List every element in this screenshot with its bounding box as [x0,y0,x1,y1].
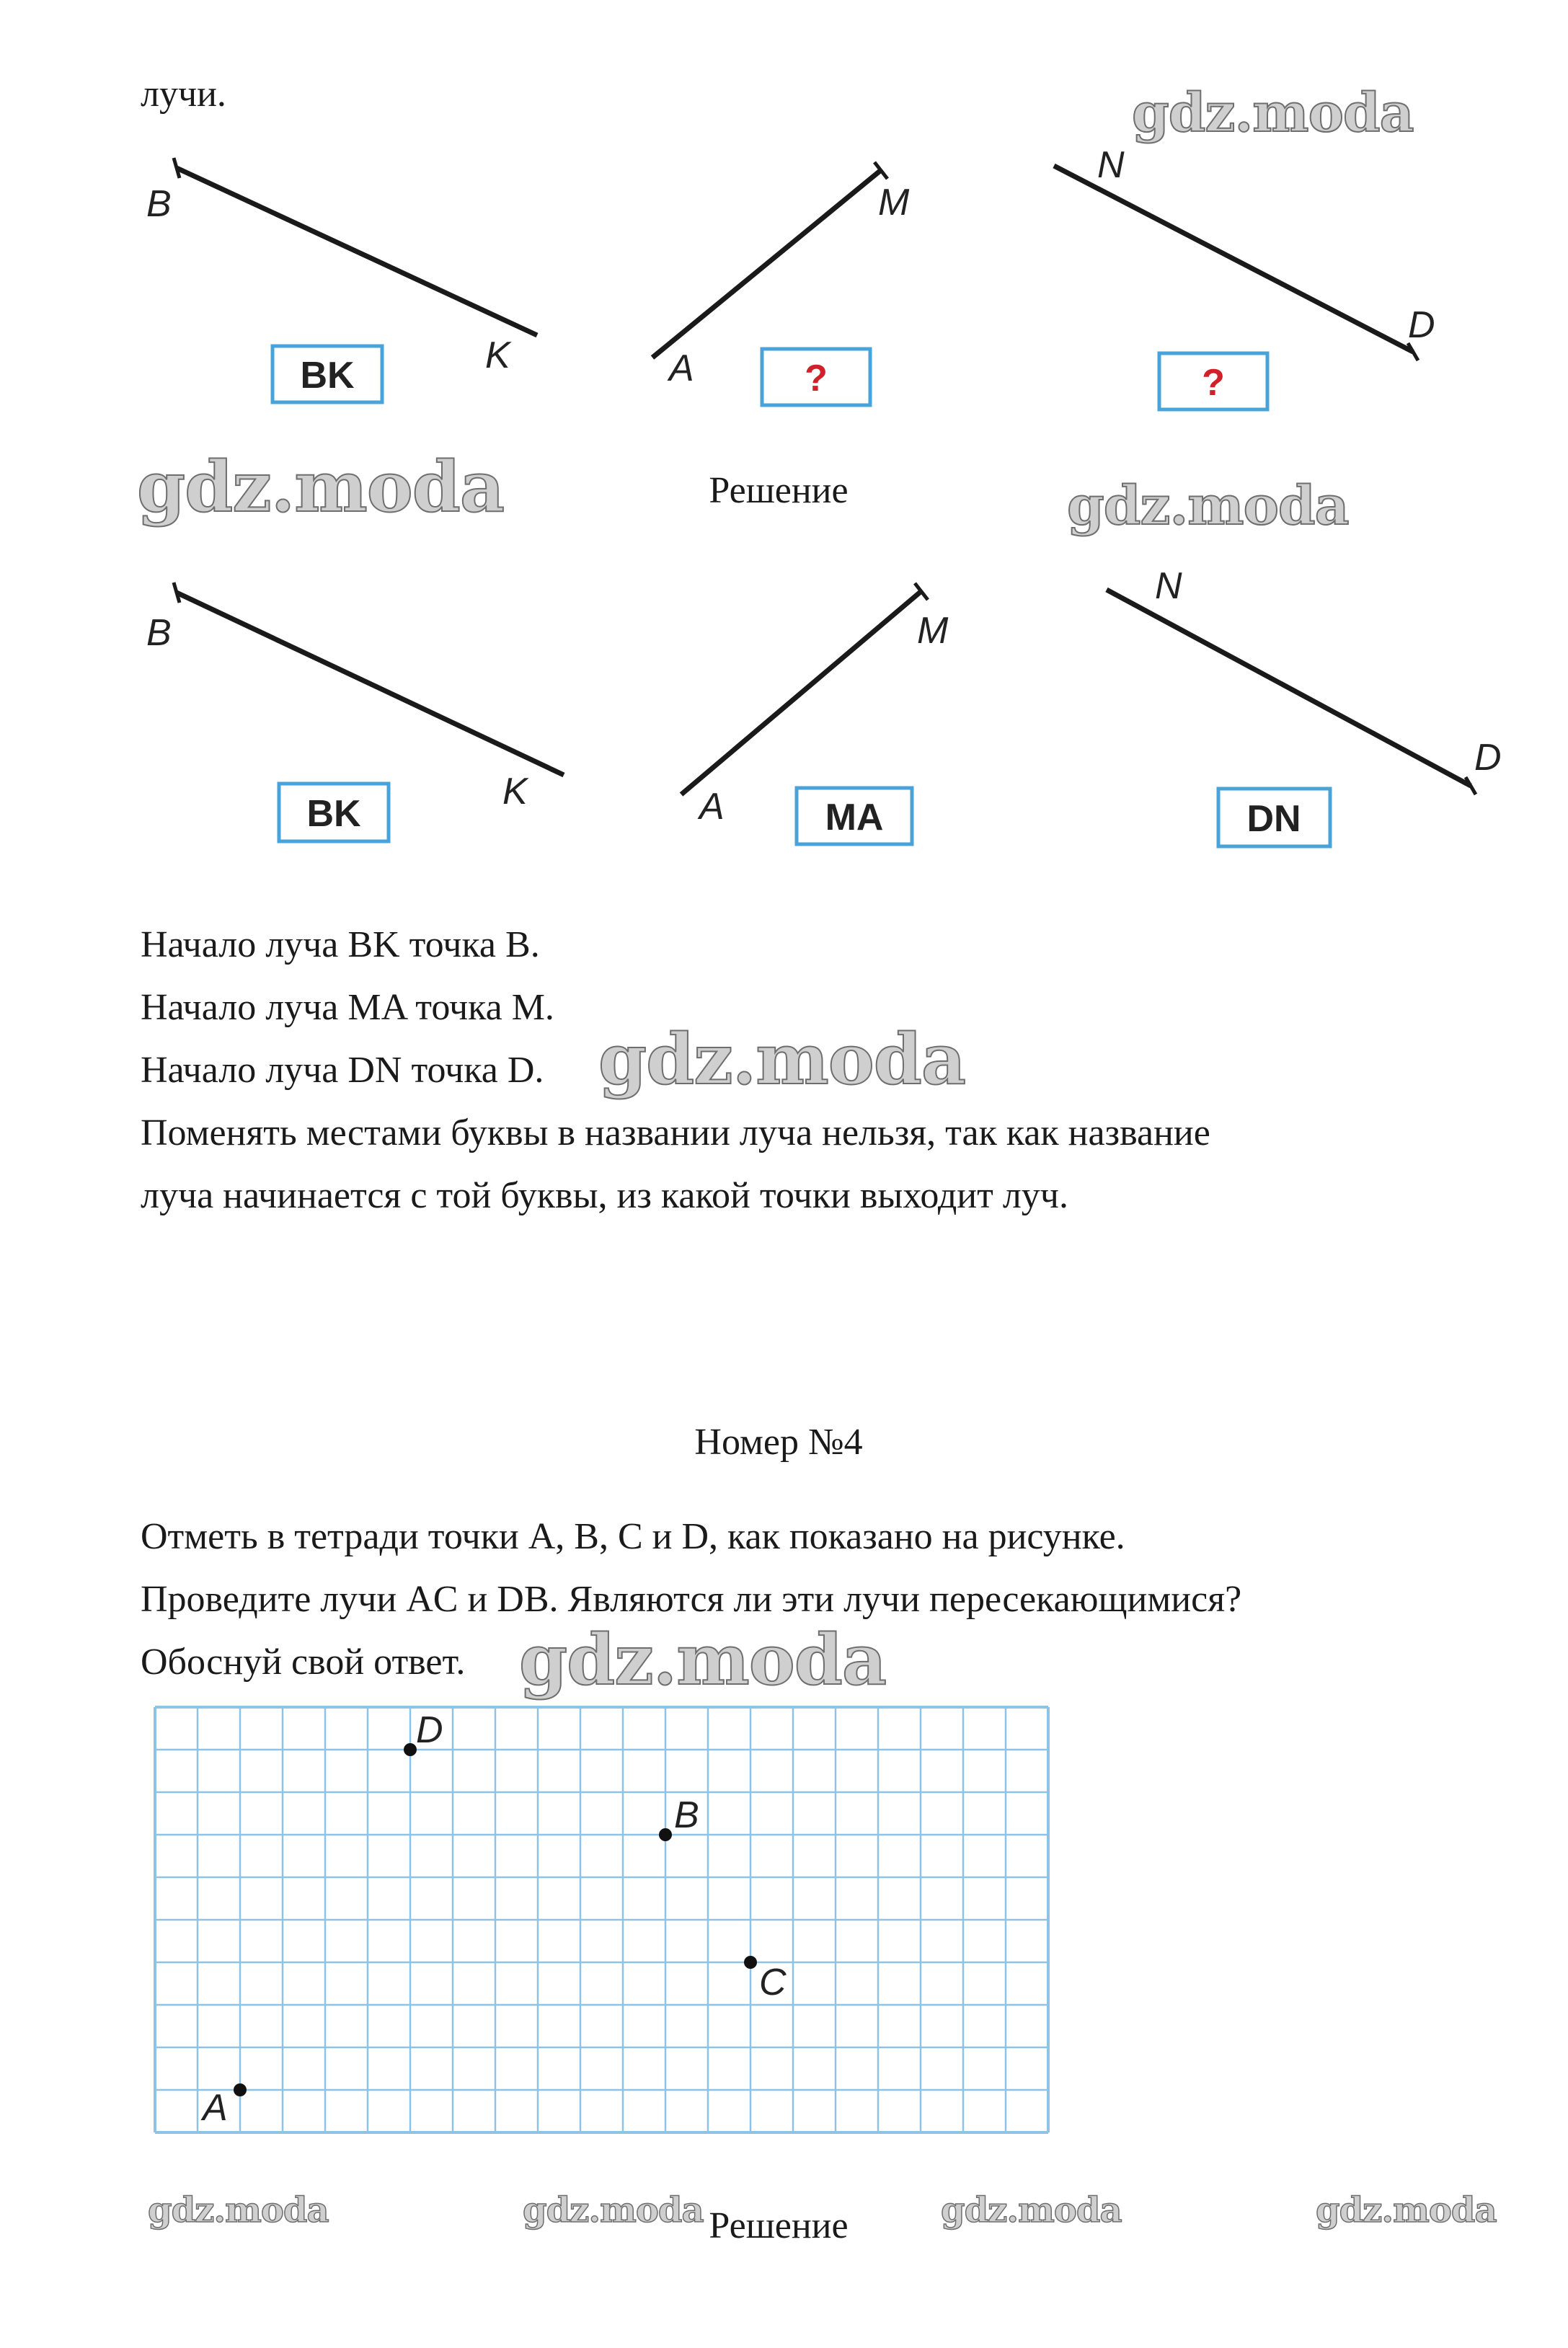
problem-line: Проведите лучи AC и DB. Являются ли эти лучи пересекающимися? [141,1579,1242,1620]
answer-box-text: DN [1246,798,1301,840]
point-label-B: B [146,183,172,225]
watermark: gdz.moda [148,2190,329,2230]
point-label-K: K [485,335,510,376]
answer-box-text: BK [306,793,361,835]
watermark: gdz.moda [1316,2190,1497,2230]
answer-line: Начало луча MA точка M. [141,987,554,1028]
problem-line: Отметь в тетради точки A, B, C и D, как показано на рисунке. [141,1516,1125,1557]
point-label-C: C [759,1962,787,2003]
point-B [659,1828,672,1841]
point-label-A: A [669,347,694,389]
watermark: gdz.moda [941,2190,1122,2230]
point-label-K: K [502,771,528,812]
point-label-A: A [203,2087,228,2129]
point-D [404,1743,417,1756]
point-label-D: D [1408,304,1435,346]
point-label-D: D [1474,737,1502,779]
answer-line: Поменять местами буквы в названии луча нельзя, так как название [141,1112,1210,1153]
point-A [234,2083,247,2096]
answer-line: Начало луча BK точка B. [141,924,540,965]
question-mark: ? [805,358,828,399]
watermark: gdz.moda [598,1019,966,1100]
question-mark: ? [1202,362,1225,404]
watermark: gdz.moda [519,1619,887,1701]
answer-line: луча начинается с той буквы, из какой точки выходит луч. [141,1175,1068,1216]
grid-lines [155,1707,1048,2132]
point-label-M: M [917,610,949,652]
point-label-D: D [416,1709,443,1751]
point-C [744,1956,757,1969]
watermark: gdz.moda [1067,475,1349,537]
answer-box-text: BK [300,355,355,396]
watermark: gdz.moda [523,2190,704,2230]
answer-box-text: MA [825,797,884,838]
watermark: gdz.moda [137,446,505,528]
answer-line: Начало луча DN точка D. [141,1050,544,1091]
point-label-N: N [1155,565,1182,607]
watermark: gdz.moda [1132,82,1414,144]
point-label-B: B [146,612,172,654]
point-label-N: N [1097,144,1125,186]
problem-line: Обоснуй свой ответ. [141,1642,466,1683]
point-label-B: B [674,1794,699,1836]
point-label-M: M [878,182,910,223]
problem-heading: Номер №4 [694,1422,863,1463]
top-text: лучи. [141,74,226,115]
point-label-A: A [699,786,725,828]
solution-heading: Решение [709,470,849,511]
bottom-solution-heading: Решение [709,2205,849,2246]
